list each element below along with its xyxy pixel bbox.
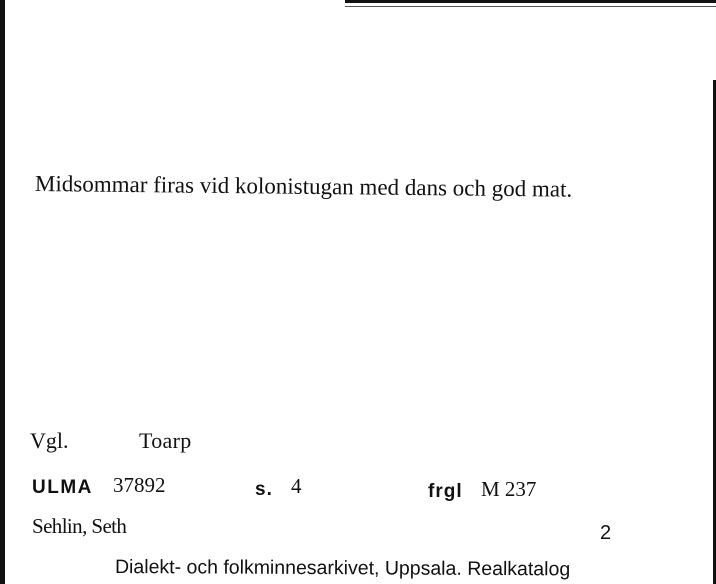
page-label: s. (255, 479, 273, 500)
card-number: 2 (600, 522, 612, 544)
page-value: 4 (291, 474, 302, 498)
question-list-label: frgl (428, 481, 463, 502)
card-border-top (345, 0, 716, 3)
archive-code-value: 37892 (113, 473, 166, 497)
archive-footer: Dialekt- och folkminnesarkivet, Uppsala. Realkatalog (114, 556, 571, 581)
card-description: Midsommar firas vid kolonistugan med dans och god mat. (34, 171, 573, 202)
archive-code-label: ULMA (32, 477, 93, 498)
place-name: Toarp (139, 428, 192, 453)
region-abbreviation: Vgl. (30, 428, 69, 453)
recorder-name: Sehlin, Seth (32, 514, 127, 538)
card-border-left (0, 0, 5, 584)
card-border-top-fine (345, 6, 716, 7)
question-list-value: M 237 (481, 477, 537, 501)
